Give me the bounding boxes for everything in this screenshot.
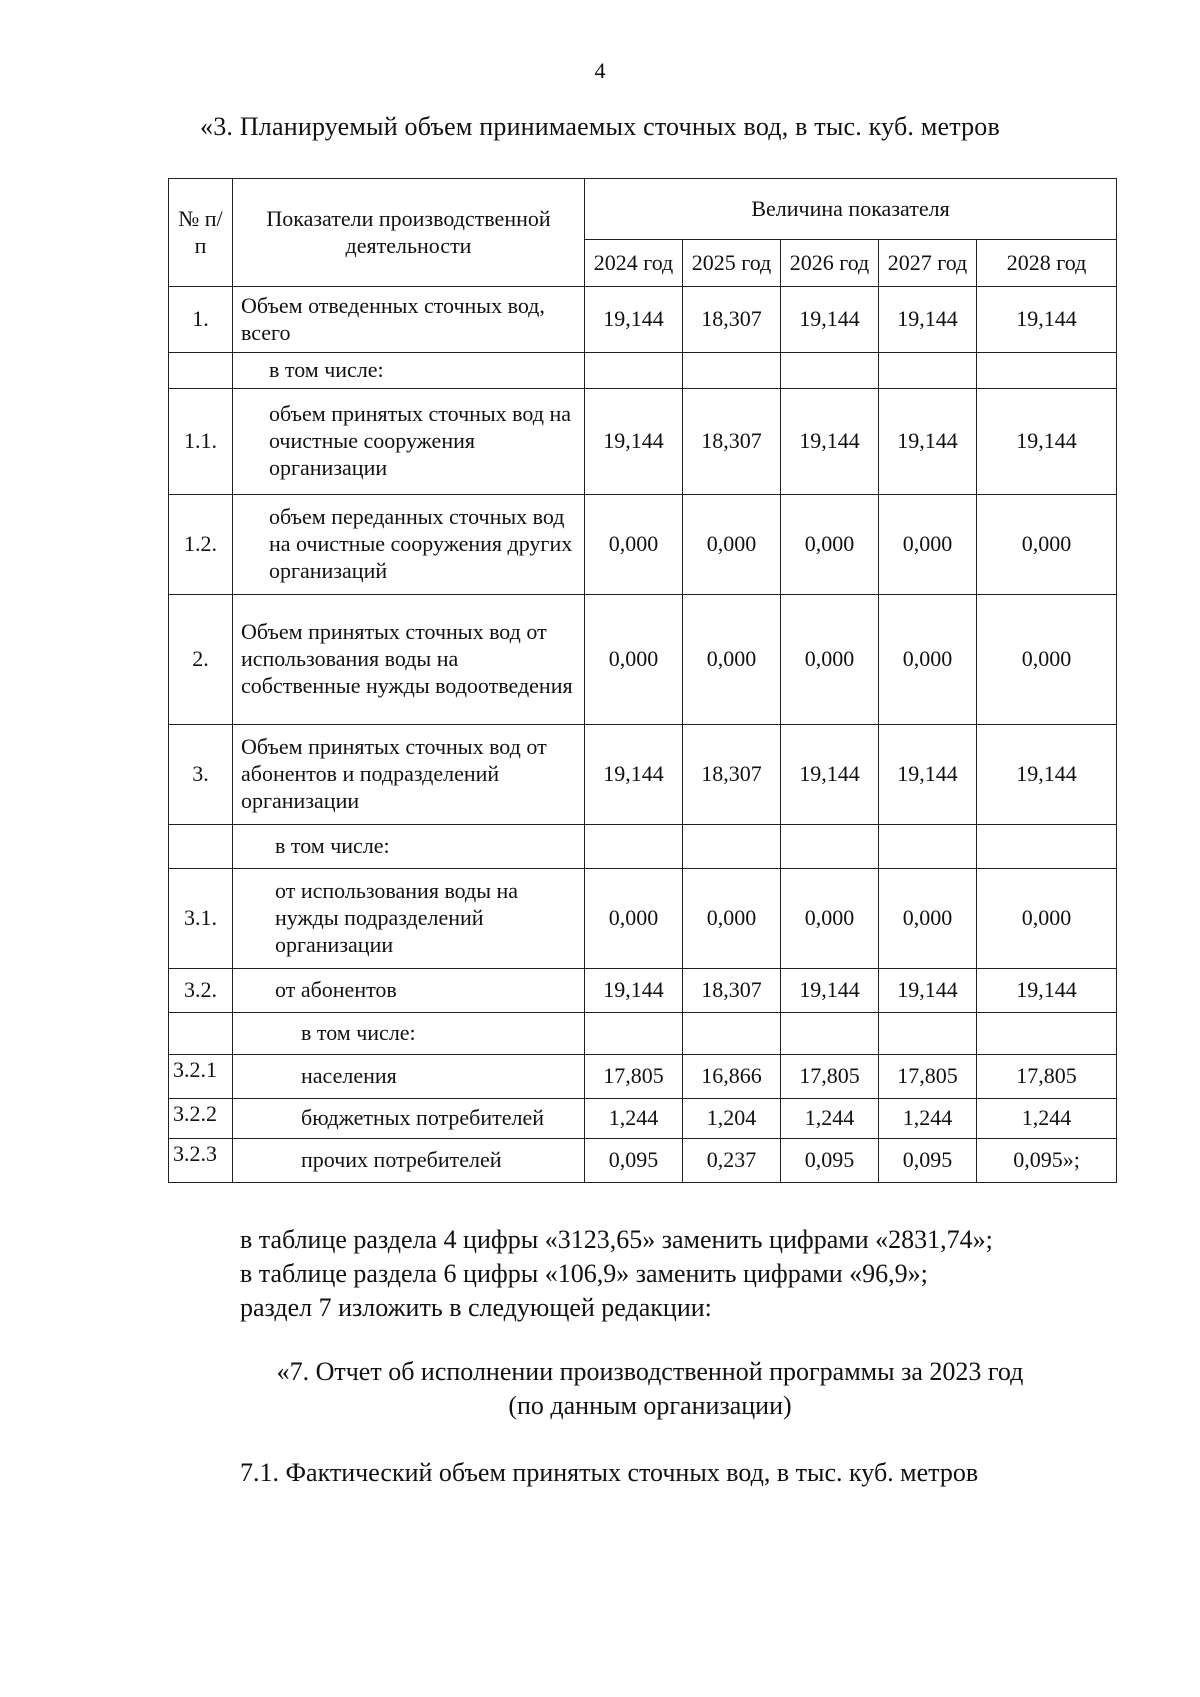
row-value — [683, 1013, 781, 1055]
row-value: 0,000 — [781, 869, 879, 969]
paragraph-section7-intro: раздел 7 изложить в следующей редакции: — [240, 1293, 712, 1322]
header-year-2026: 2026 год — [781, 240, 879, 287]
row-label: Объем отведенных сточных вод, всего — [233, 287, 585, 353]
header-year-2027: 2027 год — [879, 240, 977, 287]
row-value: 0,095 — [879, 1139, 977, 1183]
row-value: 0,000 — [879, 595, 977, 725]
row-num — [169, 1013, 233, 1055]
row-value: 0,000 — [683, 595, 781, 725]
row-value: 18,307 — [683, 725, 781, 825]
row-num — [169, 353, 233, 389]
row-value: 0,000 — [977, 495, 1117, 595]
row-label: Объем принятых сточных вод от использования воды на собственные нужды водоотведения — [233, 595, 585, 725]
row-value: 19,144 — [781, 725, 879, 825]
row-label: бюджетных потребителей — [233, 1099, 585, 1139]
row-value: 0,000 — [683, 495, 781, 595]
row-value: 19,144 — [977, 725, 1117, 825]
row-value: 19,144 — [879, 725, 977, 825]
row-value: 0,000 — [977, 595, 1117, 725]
table-body — [169, 287, 1117, 1183]
row-label: объем принятых сточных вод на очистные сооружения организации — [233, 389, 585, 495]
row-value: 19,144 — [585, 969, 683, 1013]
table-row — [169, 287, 1117, 353]
row-label: от абонентов — [233, 969, 585, 1013]
row-value: 17,805 — [781, 1055, 879, 1099]
table-row — [169, 1099, 1117, 1139]
table-row — [169, 1139, 1117, 1183]
row-value: 17,805 — [977, 1055, 1117, 1099]
header-year-2025: 2025 год — [683, 240, 781, 287]
row-value — [683, 825, 781, 869]
row-value: 0,000 — [879, 869, 977, 969]
row-num: 3.1. — [169, 869, 233, 969]
header-value-group: Величина показателя — [585, 179, 1117, 240]
row-value — [585, 353, 683, 389]
row-label: населения — [233, 1055, 585, 1099]
row-value: 17,805 — [585, 1055, 683, 1099]
section7-title-line1: «7. Отчет об исполнении производственной программы за 2023 год — [276, 1357, 1024, 1386]
row-num: 2. — [169, 595, 233, 725]
row-value: 1,244 — [585, 1099, 683, 1139]
row-value: 0,000 — [585, 595, 683, 725]
section-title: «3. Планируемый объем принимаемых сточных вод, в тыс. куб. метров — [200, 112, 1000, 141]
row-label: объем переданных сточных вод на очистные сооружения других организаций — [233, 495, 585, 595]
row-label: прочих потребителей — [233, 1139, 585, 1183]
row-num: 3.2. — [169, 969, 233, 1013]
row-value: 0,000 — [781, 595, 879, 725]
row-value: 19,144 — [977, 287, 1117, 353]
table-row — [169, 869, 1117, 969]
row-value: 1,244 — [781, 1099, 879, 1139]
row-value: 19,144 — [879, 287, 977, 353]
row-value: 0,000 — [781, 495, 879, 595]
paragraph-section6-change: в таблице раздела 6 цифры «106,9» заменить цифрами «96,9»; — [240, 1259, 928, 1288]
row-value: 18,307 — [683, 389, 781, 495]
row-num: 3.2.1 — [169, 1055, 233, 1099]
row-value: 0,000 — [879, 495, 977, 595]
row-value: 1,204 — [683, 1099, 781, 1139]
table-row — [169, 353, 1117, 389]
row-num: 1.2. — [169, 495, 233, 595]
row-value: 1,244 — [977, 1099, 1117, 1139]
header-year-2024: 2024 год — [585, 240, 683, 287]
row-label: Объем принятых сточных вод от абонентов и подразделений организации — [233, 725, 585, 825]
row-value — [781, 825, 879, 869]
row-value — [977, 1013, 1117, 1055]
row-value — [879, 353, 977, 389]
row-value — [879, 825, 977, 869]
row-value: 18,307 — [683, 287, 781, 353]
row-value: 19,144 — [585, 725, 683, 825]
table-row — [169, 495, 1117, 595]
row-value: 0,095 — [781, 1139, 879, 1183]
paragraph-section4-change: в таблице раздела 4 цифры «3123,65» заменить цифрами «2831,74»; — [240, 1225, 993, 1254]
row-value: 19,144 — [781, 389, 879, 495]
row-value: 0,000 — [977, 869, 1117, 969]
page-number: 4 — [594, 58, 606, 83]
indicators-table — [168, 178, 1117, 1183]
table-row — [169, 825, 1117, 869]
table-row — [169, 725, 1117, 825]
header-num: № п/п — [169, 179, 233, 287]
row-label: от использования воды на нужды подразделений организации — [233, 869, 585, 969]
row-value: 0,095 — [585, 1139, 683, 1183]
row-label: в том числе: — [233, 825, 585, 869]
section7-title-line2: (по данным организации) — [508, 1391, 792, 1420]
row-label: в том числе: — [233, 1013, 585, 1055]
row-num: 1. — [169, 287, 233, 353]
row-num — [169, 825, 233, 869]
row-value: 19,144 — [879, 389, 977, 495]
row-value — [879, 1013, 977, 1055]
row-value — [781, 1013, 879, 1055]
row-value — [977, 825, 1117, 869]
subsection-title: 7.1. Фактический объем принятых сточных вод, в тыс. куб. метров — [240, 1458, 979, 1487]
table-row — [169, 1055, 1117, 1099]
table-row — [169, 1013, 1117, 1055]
row-value: 0,095»; — [977, 1139, 1117, 1183]
row-value: 19,144 — [585, 389, 683, 495]
row-value: 0,237 — [683, 1139, 781, 1183]
row-value: 19,144 — [781, 969, 879, 1013]
row-num: 3.2.3 — [169, 1139, 233, 1183]
row-value: 19,144 — [977, 969, 1117, 1013]
row-value: 1,244 — [879, 1099, 977, 1139]
row-value: 17,805 — [879, 1055, 977, 1099]
row-value: 0,000 — [585, 495, 683, 595]
header-year-2028: 2028 год — [977, 240, 1117, 287]
table-row — [169, 969, 1117, 1013]
row-value — [585, 825, 683, 869]
row-num: 1.1. — [169, 389, 233, 495]
row-num: 3. — [169, 725, 233, 825]
row-value — [781, 353, 879, 389]
row-label: в том числе: — [233, 353, 585, 389]
row-num: 3.2.2 — [169, 1099, 233, 1139]
row-value: 0,000 — [585, 869, 683, 969]
row-value: 19,144 — [585, 287, 683, 353]
row-value: 18,307 — [683, 969, 781, 1013]
row-value: 19,144 — [781, 287, 879, 353]
header-indicator: Показатели производственной деятельности — [233, 179, 585, 287]
table-row — [169, 595, 1117, 725]
row-value: 16,866 — [683, 1055, 781, 1099]
table-header — [169, 179, 1117, 287]
row-value — [683, 353, 781, 389]
row-value: 19,144 — [977, 389, 1117, 495]
row-value: 19,144 — [879, 969, 977, 1013]
table-row — [169, 389, 1117, 495]
row-value — [977, 353, 1117, 389]
row-value — [585, 1013, 683, 1055]
row-value: 0,000 — [683, 869, 781, 969]
